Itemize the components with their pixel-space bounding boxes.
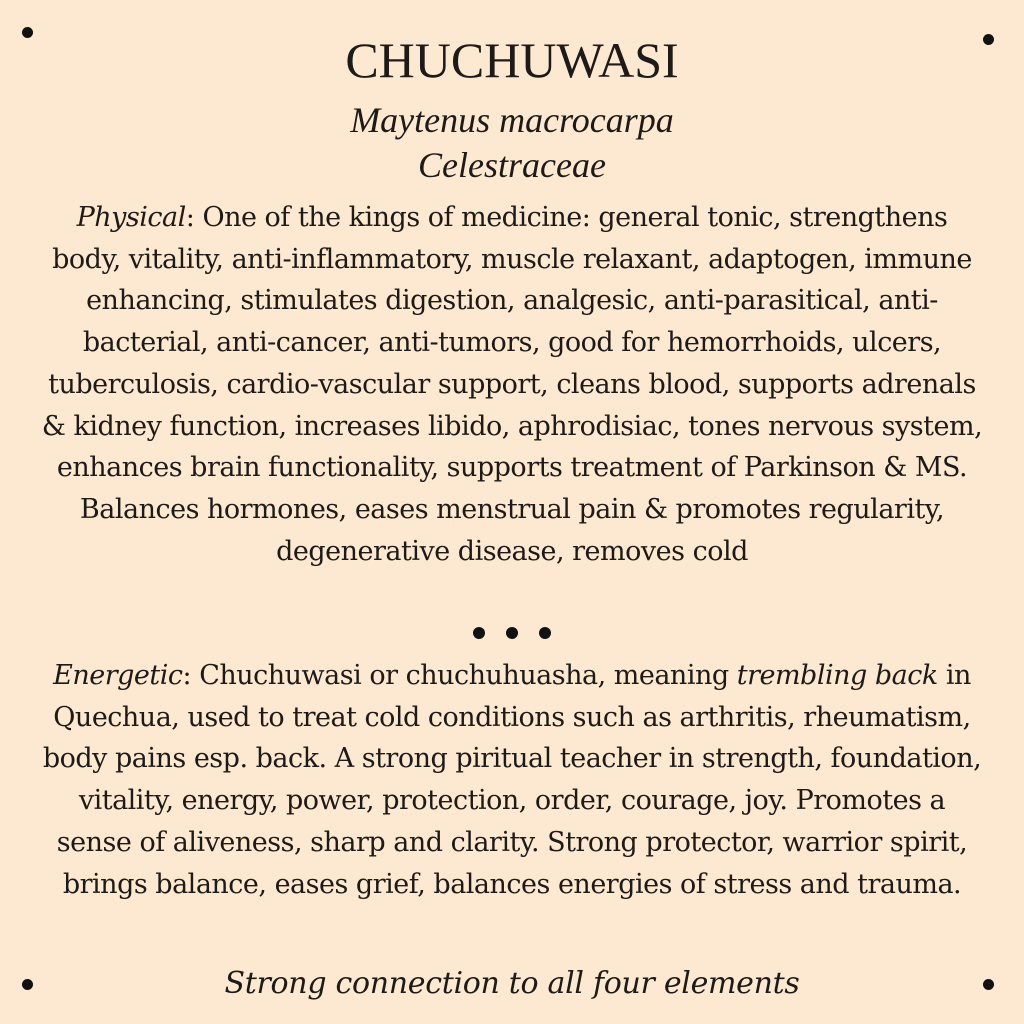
energetic-text-after: in Quechua, used to treat cold conditions such as arthritis, rheumatism, body pains esp. back. A strong piritual teacher in strength, foundation, vitality, energy, power, protection, order, courage, joy. Promotes a sense of aliveness, sharp and clarity. Strong protector, warrior spirit, brings balance, eases grief, balances energies of stress and trauma.	[42, 660, 982, 900]
physical-text: One of the kings of medicine: general tonic, strengthens body, vitality, anti-inflammatory, muscle relaxant, adaptogen, immune enhancing, stimulates digestion, analgesic, anti-parasitical, anti-bacterial, anti-cancer, anti-tumors, good for hemorrhoids, ulcers, tuberculosis, cardio-vascular support, cleans blood, supports adrenals & kidney function, increases libido, aphrodisiac, tones nervous system, enhances brain functionality, supports treatment of Parkinson & MS. Balances hormones, eases menstrual pain & promotes regularity, degenerative disease, removes cold	[41, 202, 983, 567]
latin-name: Maytenus macrocarpa	[350, 100, 674, 140]
physical-section: Physical: One of the kings of medicine: general tonic, strengthens body, vitality, anti-inflammatory, muscle relaxant, adaptogen, immune enhancing, stimulates digestion, analgesic, anti-parasitical, anti-bacterial, anti-cancer, anti-tumors, good for hemorrhoids, ulcers, tuberculosis, cardio-vascular support, cleans blood, supports adrenals & kidney function, increases libido, aphrodisiac, tones nervous system, enhances brain functionality, supports treatment of Parkinson & MS. Balances hormones, eases menstrual pain & promotes regularity, degenerative disease, removes cold	[41, 202, 983, 567]
separator-dot	[506, 627, 518, 639]
energetic-italic-phrase: trembling back	[736, 660, 938, 691]
separator-dot	[539, 627, 551, 639]
energetic-section: Energetic: Chuchuwasi or chuchuhuasha, meaning trembling back in Quechua, used to treat cold conditions such as arthritis, rheumatism, body pains esp. back. A strong piritual teacher in strength, foundation, vitality, energy, power, protection, order, courage, joy. Promotes a sense of aliveness, sharp and clarity. Strong protector, warrior spirit, brings balance, eases grief, balances energies of stress and trauma.	[42, 660, 982, 900]
plant-family: Celestraceae	[418, 145, 606, 185]
physical-label: Physical	[76, 202, 186, 233]
page-title: CHUCHUWASI	[345, 32, 679, 88]
energetic-text-before: Chuchuwasi or chuchuhuasha, meaning	[199, 660, 737, 691]
closing-statement: Strong connection to all four elements	[224, 966, 800, 1001]
separator-dot	[473, 627, 485, 639]
section-separator	[0, 627, 1024, 639]
energetic-label: Energetic	[53, 660, 183, 691]
